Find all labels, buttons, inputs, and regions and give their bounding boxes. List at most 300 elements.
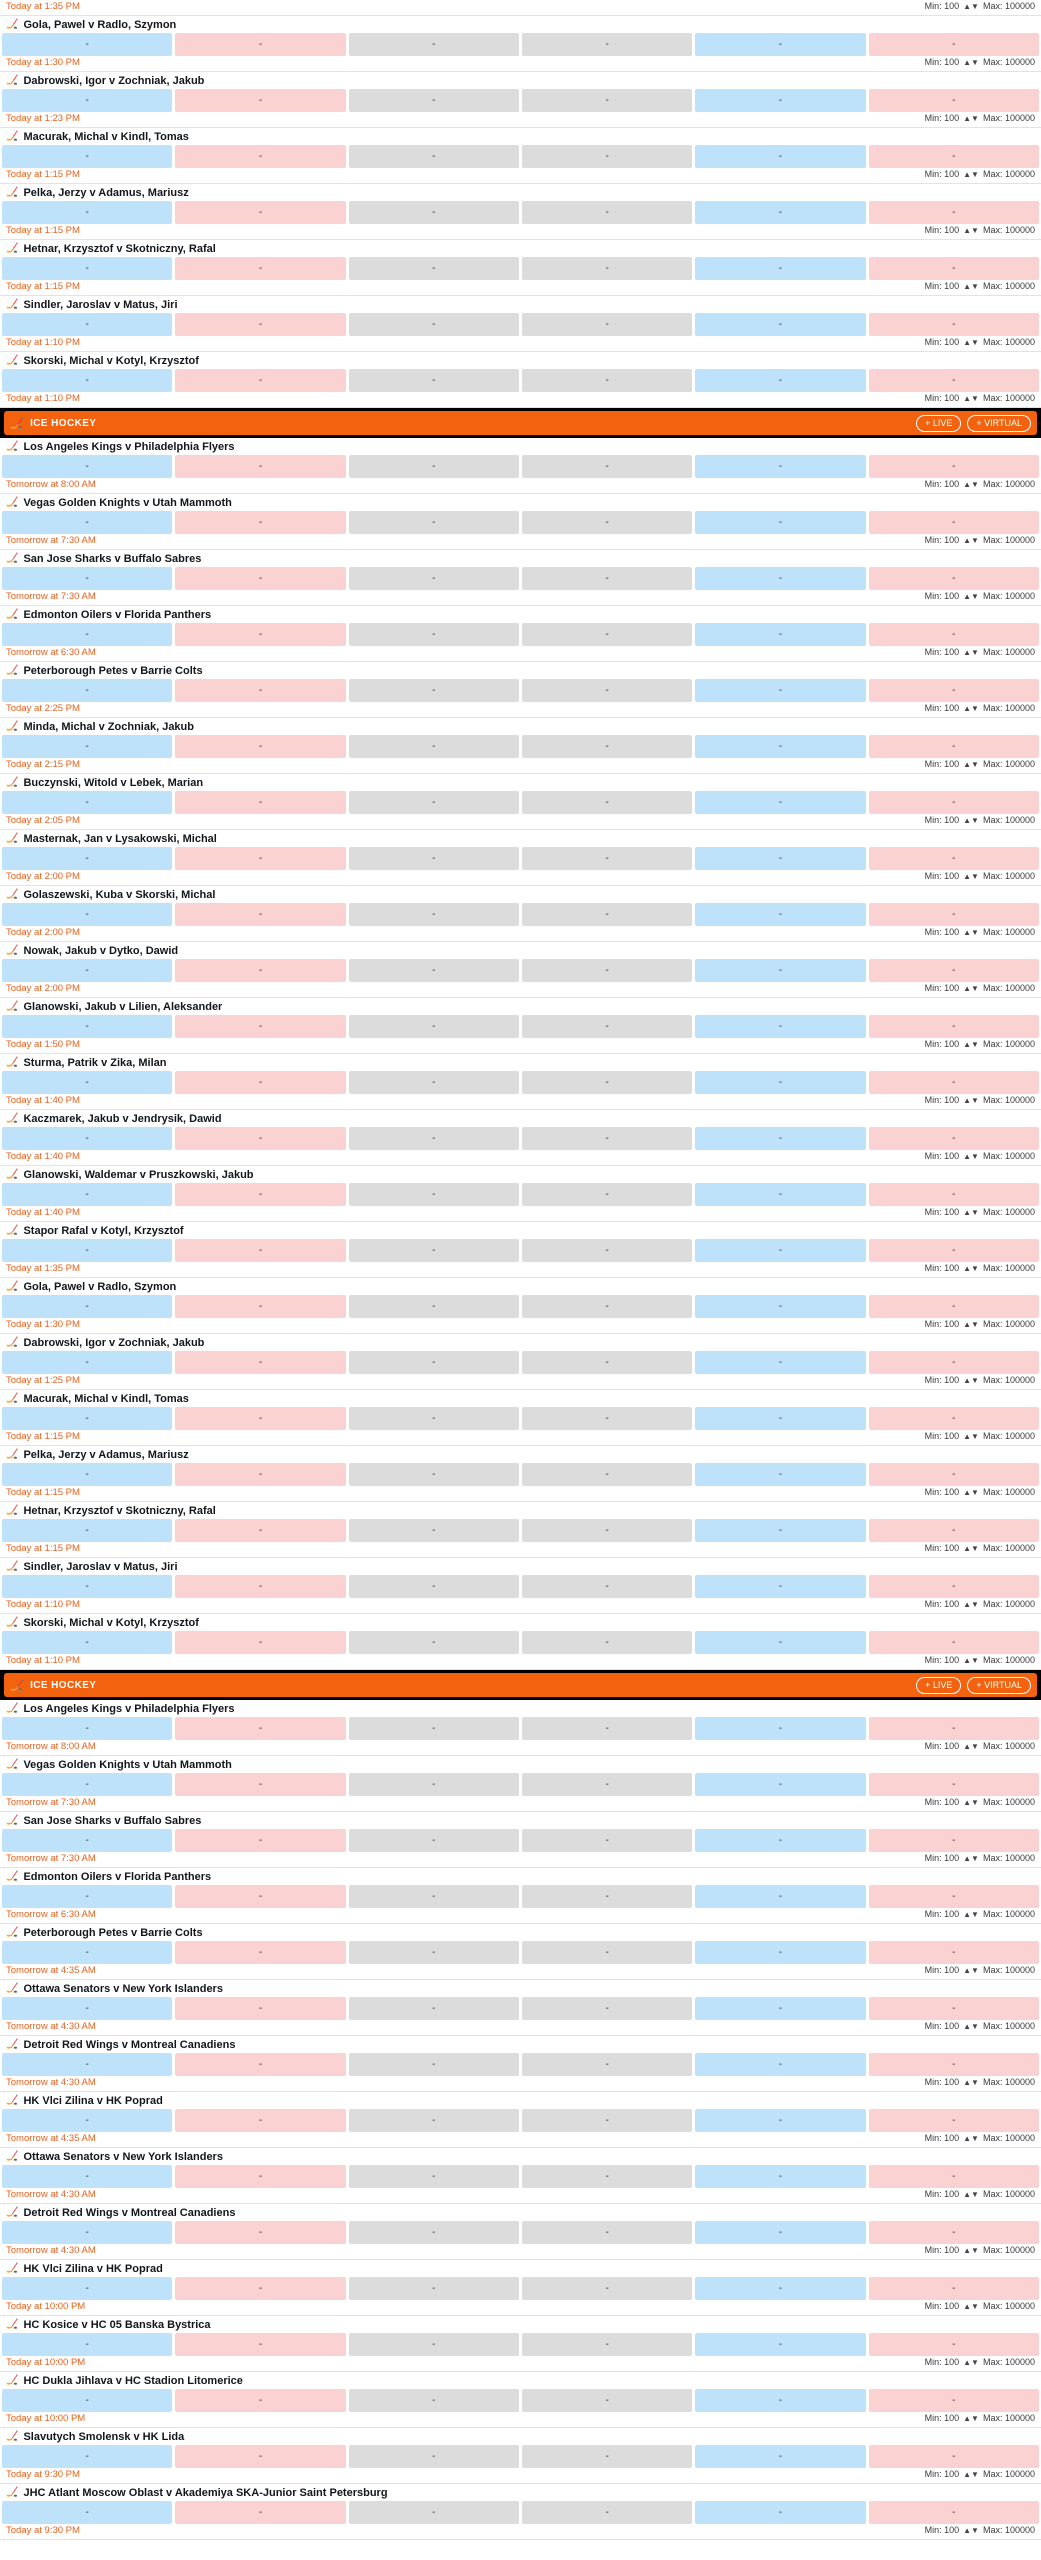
back-odds-2[interactable]: - bbox=[695, 369, 865, 392]
lay-odds-draw[interactable]: - bbox=[522, 1295, 692, 1318]
match-row[interactable] bbox=[0, 1390, 1041, 1446]
match-row[interactable] bbox=[0, 16, 1041, 72]
lay-odds-1[interactable]: - bbox=[175, 2389, 345, 2412]
back-odds-2[interactable]: - bbox=[695, 313, 865, 336]
lay-odds-1[interactable]: - bbox=[175, 2053, 345, 2076]
back-odds-draw[interactable]: - bbox=[349, 1015, 519, 1038]
lay-odds-1[interactable]: - bbox=[175, 679, 345, 702]
back-odds-draw[interactable]: - bbox=[349, 455, 519, 478]
lay-odds-draw[interactable]: - bbox=[522, 2445, 692, 2468]
match-row[interactable] bbox=[0, 352, 1041, 408]
back-odds-draw[interactable]: - bbox=[349, 1631, 519, 1654]
stepper-icon[interactable]: ▲▼ bbox=[963, 1543, 979, 1553]
back-odds-draw[interactable]: - bbox=[349, 1829, 519, 1852]
back-odds-2[interactable]: - bbox=[695, 1997, 865, 2020]
back-odds-1[interactable]: - bbox=[2, 959, 172, 982]
lay-odds-1[interactable]: - bbox=[175, 903, 345, 926]
match-row[interactable] bbox=[0, 1334, 1041, 1390]
back-odds-1[interactable]: - bbox=[2, 2501, 172, 2524]
match-row[interactable] bbox=[0, 1054, 1041, 1110]
back-odds-1[interactable]: - bbox=[2, 1941, 172, 1964]
lay-odds-draw[interactable]: - bbox=[522, 623, 692, 646]
lay-odds-2[interactable]: - bbox=[869, 1015, 1039, 1038]
back-odds-1[interactable]: - bbox=[2, 847, 172, 870]
stepper-icon[interactable]: ▲▼ bbox=[963, 1741, 979, 1751]
lay-odds-draw[interactable]: - bbox=[522, 1239, 692, 1262]
back-odds-draw[interactable]: - bbox=[349, 1127, 519, 1150]
match-row[interactable] bbox=[0, 1980, 1041, 2036]
back-odds-1[interactable]: - bbox=[2, 2333, 172, 2356]
lay-odds-2[interactable]: - bbox=[869, 1631, 1039, 1654]
lay-odds-1[interactable]: - bbox=[175, 2333, 345, 2356]
back-odds-draw[interactable]: - bbox=[349, 257, 519, 280]
match-row[interactable] bbox=[0, 2484, 1041, 2540]
back-odds-1[interactable]: - bbox=[2, 455, 172, 478]
stepper-icon[interactable]: ▲▼ bbox=[963, 2133, 979, 2143]
match-row[interactable] bbox=[0, 2316, 1041, 2372]
back-odds-draw[interactable]: - bbox=[349, 847, 519, 870]
back-odds-1[interactable]: - bbox=[2, 2277, 172, 2300]
lay-odds-2[interactable]: - bbox=[869, 257, 1039, 280]
lay-odds-draw[interactable]: - bbox=[522, 1575, 692, 1598]
back-odds-1[interactable]: - bbox=[2, 1829, 172, 1852]
lay-odds-2[interactable]: - bbox=[869, 679, 1039, 702]
lay-odds-2[interactable]: - bbox=[869, 2501, 1039, 2524]
match-row[interactable] bbox=[0, 1222, 1041, 1278]
back-odds-2[interactable]: - bbox=[695, 623, 865, 646]
back-odds-2[interactable]: - bbox=[695, 2445, 865, 2468]
lay-odds-2[interactable]: - bbox=[869, 1829, 1039, 1852]
back-odds-1[interactable]: - bbox=[2, 2109, 172, 2132]
back-odds-1[interactable]: - bbox=[2, 145, 172, 168]
lay-odds-1[interactable]: - bbox=[175, 1295, 345, 1318]
back-odds-1[interactable]: - bbox=[2, 1239, 172, 1262]
back-odds-draw[interactable]: - bbox=[349, 903, 519, 926]
match-row[interactable] bbox=[0, 1110, 1041, 1166]
back-odds-draw[interactable]: - bbox=[349, 145, 519, 168]
stepper-icon[interactable]: ▲▼ bbox=[963, 1319, 979, 1329]
back-odds-2[interactable]: - bbox=[695, 145, 865, 168]
lay-odds-1[interactable]: - bbox=[175, 511, 345, 534]
stepper-icon[interactable]: ▲▼ bbox=[963, 2245, 979, 2255]
stepper-icon[interactable]: ▲▼ bbox=[963, 1655, 979, 1665]
lay-odds-2[interactable]: - bbox=[869, 1463, 1039, 1486]
lay-odds-2[interactable]: - bbox=[869, 2333, 1039, 2356]
back-odds-1[interactable]: - bbox=[2, 1717, 172, 1740]
lay-odds-1[interactable]: - bbox=[175, 1183, 345, 1206]
lay-odds-2[interactable]: - bbox=[869, 89, 1039, 112]
lay-odds-2[interactable]: - bbox=[869, 313, 1039, 336]
back-odds-1[interactable]: - bbox=[2, 1463, 172, 1486]
lay-odds-2[interactable]: - bbox=[869, 1239, 1039, 1262]
match-row[interactable] bbox=[0, 1446, 1041, 1502]
stepper-icon[interactable]: ▲▼ bbox=[963, 2301, 979, 2311]
back-odds-2[interactable]: - bbox=[695, 959, 865, 982]
back-odds-draw[interactable]: - bbox=[349, 1351, 519, 1374]
match-row-partial[interactable] bbox=[0, 0, 1041, 16]
back-odds-1[interactable]: - bbox=[2, 33, 172, 56]
back-odds-1[interactable]: - bbox=[2, 735, 172, 758]
stepper-icon[interactable]: ▲▼ bbox=[963, 1, 979, 11]
lay-odds-2[interactable]: - bbox=[869, 511, 1039, 534]
back-odds-1[interactable]: - bbox=[2, 679, 172, 702]
back-odds-1[interactable]: - bbox=[2, 2165, 172, 2188]
back-odds-draw[interactable]: - bbox=[349, 33, 519, 56]
lay-odds-2[interactable]: - bbox=[869, 847, 1039, 870]
back-odds-2[interactable]: - bbox=[695, 511, 865, 534]
lay-odds-draw[interactable]: - bbox=[522, 145, 692, 168]
lay-odds-2[interactable]: - bbox=[869, 2277, 1039, 2300]
stepper-icon[interactable]: ▲▼ bbox=[963, 2189, 979, 2199]
lay-odds-draw[interactable]: - bbox=[522, 2109, 692, 2132]
lay-odds-2[interactable]: - bbox=[869, 1773, 1039, 1796]
lay-odds-2[interactable]: - bbox=[869, 1519, 1039, 1542]
match-row[interactable] bbox=[0, 494, 1041, 550]
lay-odds-draw[interactable]: - bbox=[522, 2053, 692, 2076]
lay-odds-2[interactable]: - bbox=[869, 1575, 1039, 1598]
lay-odds-1[interactable]: - bbox=[175, 2277, 345, 2300]
match-row[interactable] bbox=[0, 662, 1041, 718]
back-odds-2[interactable]: - bbox=[695, 1239, 865, 1262]
stepper-icon[interactable]: ▲▼ bbox=[963, 169, 979, 179]
stepper-icon[interactable]: ▲▼ bbox=[963, 1909, 979, 1919]
lay-odds-draw[interactable]: - bbox=[522, 2333, 692, 2356]
lay-odds-1[interactable]: - bbox=[175, 623, 345, 646]
back-odds-2[interactable]: - bbox=[695, 201, 865, 224]
back-odds-2[interactable]: - bbox=[695, 1941, 865, 1964]
back-odds-1[interactable]: - bbox=[2, 1773, 172, 1796]
match-row[interactable] bbox=[0, 830, 1041, 886]
back-odds-draw[interactable]: - bbox=[349, 1773, 519, 1796]
lay-odds-2[interactable]: - bbox=[869, 2165, 1039, 2188]
lay-odds-1[interactable]: - bbox=[175, 145, 345, 168]
back-odds-1[interactable]: - bbox=[2, 1015, 172, 1038]
match-row[interactable] bbox=[0, 1166, 1041, 1222]
stepper-icon[interactable]: ▲▼ bbox=[963, 1797, 979, 1807]
back-odds-2[interactable]: - bbox=[695, 1717, 865, 1740]
lay-odds-draw[interactable]: - bbox=[522, 1519, 692, 1542]
stepper-icon[interactable]: ▲▼ bbox=[963, 1151, 979, 1161]
lay-odds-2[interactable]: - bbox=[869, 2445, 1039, 2468]
back-odds-1[interactable]: - bbox=[2, 1071, 172, 1094]
back-odds-draw[interactable]: - bbox=[349, 369, 519, 392]
match-row[interactable] bbox=[0, 1558, 1041, 1614]
back-odds-2[interactable]: - bbox=[695, 33, 865, 56]
add-live-button[interactable]: + LIVE bbox=[916, 1677, 961, 1694]
lay-odds-draw[interactable]: - bbox=[522, 1127, 692, 1150]
lay-odds-1[interactable]: - bbox=[175, 1997, 345, 2020]
back-odds-1[interactable]: - bbox=[2, 1407, 172, 1430]
match-row[interactable] bbox=[0, 2036, 1041, 2092]
back-odds-2[interactable]: - bbox=[695, 1295, 865, 1318]
back-odds-draw[interactable]: - bbox=[349, 2221, 519, 2244]
back-odds-draw[interactable]: - bbox=[349, 959, 519, 982]
lay-odds-2[interactable]: - bbox=[869, 791, 1039, 814]
match-row[interactable] bbox=[0, 886, 1041, 942]
lay-odds-draw[interactable]: - bbox=[522, 1941, 692, 1964]
back-odds-2[interactable]: - bbox=[695, 791, 865, 814]
lay-odds-draw[interactable]: - bbox=[522, 1997, 692, 2020]
back-odds-1[interactable]: - bbox=[2, 2221, 172, 2244]
match-row[interactable] bbox=[0, 1614, 1041, 1670]
lay-odds-2[interactable]: - bbox=[869, 903, 1039, 926]
lay-odds-2[interactable]: - bbox=[869, 1183, 1039, 1206]
stepper-icon[interactable]: ▲▼ bbox=[963, 535, 979, 545]
lay-odds-2[interactable]: - bbox=[869, 369, 1039, 392]
lay-odds-draw[interactable]: - bbox=[522, 2277, 692, 2300]
back-odds-1[interactable]: - bbox=[2, 1351, 172, 1374]
lay-odds-draw[interactable]: - bbox=[522, 2221, 692, 2244]
back-odds-draw[interactable]: - bbox=[349, 1575, 519, 1598]
lay-odds-draw[interactable]: - bbox=[522, 1717, 692, 1740]
back-odds-draw[interactable]: - bbox=[349, 89, 519, 112]
back-odds-2[interactable]: - bbox=[695, 1407, 865, 1430]
stepper-icon[interactable]: ▲▼ bbox=[963, 647, 979, 657]
lay-odds-draw[interactable]: - bbox=[522, 1631, 692, 1654]
lay-odds-draw[interactable]: - bbox=[522, 1015, 692, 1038]
back-odds-draw[interactable]: - bbox=[349, 791, 519, 814]
lay-odds-2[interactable]: - bbox=[869, 33, 1039, 56]
lay-odds-2[interactable]: - bbox=[869, 623, 1039, 646]
back-odds-1[interactable]: - bbox=[2, 1631, 172, 1654]
back-odds-draw[interactable]: - bbox=[349, 1071, 519, 1094]
lay-odds-draw[interactable]: - bbox=[522, 33, 692, 56]
back-odds-2[interactable]: - bbox=[695, 1773, 865, 1796]
back-odds-1[interactable]: - bbox=[2, 313, 172, 336]
back-odds-2[interactable]: - bbox=[695, 1071, 865, 1094]
stepper-icon[interactable]: ▲▼ bbox=[963, 1487, 979, 1497]
back-odds-draw[interactable]: - bbox=[349, 1717, 519, 1740]
lay-odds-1[interactable]: - bbox=[175, 455, 345, 478]
lay-odds-2[interactable]: - bbox=[869, 1885, 1039, 1908]
stepper-icon[interactable]: ▲▼ bbox=[963, 1039, 979, 1049]
lay-odds-2[interactable]: - bbox=[869, 2389, 1039, 2412]
back-odds-1[interactable]: - bbox=[2, 1519, 172, 1542]
stepper-icon[interactable]: ▲▼ bbox=[963, 2525, 979, 2535]
lay-odds-draw[interactable]: - bbox=[522, 1885, 692, 1908]
lay-odds-1[interactable]: - bbox=[175, 2165, 345, 2188]
back-odds-draw[interactable]: - bbox=[349, 1997, 519, 2020]
add-virtual-button[interactable]: + VIRTUAL bbox=[967, 415, 1031, 432]
lay-odds-1[interactable]: - bbox=[175, 1015, 345, 1038]
lay-odds-draw[interactable]: - bbox=[522, 1071, 692, 1094]
lay-odds-1[interactable]: - bbox=[175, 567, 345, 590]
back-odds-draw[interactable]: - bbox=[349, 1519, 519, 1542]
lay-odds-1[interactable]: - bbox=[175, 1407, 345, 1430]
back-odds-draw[interactable]: - bbox=[349, 679, 519, 702]
back-odds-draw[interactable]: - bbox=[349, 2333, 519, 2356]
back-odds-2[interactable]: - bbox=[695, 1351, 865, 1374]
match-row[interactable] bbox=[0, 438, 1041, 494]
lay-odds-draw[interactable]: - bbox=[522, 679, 692, 702]
stepper-icon[interactable]: ▲▼ bbox=[963, 393, 979, 403]
match-row[interactable] bbox=[0, 2428, 1041, 2484]
lay-odds-1[interactable]: - bbox=[175, 1717, 345, 1740]
back-odds-draw[interactable]: - bbox=[349, 1885, 519, 1908]
stepper-icon[interactable]: ▲▼ bbox=[963, 113, 979, 123]
back-odds-2[interactable]: - bbox=[695, 2501, 865, 2524]
back-odds-2[interactable]: - bbox=[695, 1885, 865, 1908]
stepper-icon[interactable]: ▲▼ bbox=[963, 1599, 979, 1609]
stepper-icon[interactable]: ▲▼ bbox=[963, 2357, 979, 2367]
lay-odds-draw[interactable]: - bbox=[522, 1463, 692, 1486]
match-row[interactable] bbox=[0, 2092, 1041, 2148]
stepper-icon[interactable]: ▲▼ bbox=[963, 1431, 979, 1441]
match-row[interactable] bbox=[0, 1756, 1041, 1812]
back-odds-draw[interactable]: - bbox=[349, 1941, 519, 1964]
lay-odds-2[interactable]: - bbox=[869, 1717, 1039, 1740]
stepper-icon[interactable]: ▲▼ bbox=[963, 1853, 979, 1863]
stepper-icon[interactable]: ▲▼ bbox=[963, 1375, 979, 1385]
lay-odds-draw[interactable]: - bbox=[522, 959, 692, 982]
back-odds-1[interactable]: - bbox=[2, 2389, 172, 2412]
match-row[interactable] bbox=[0, 72, 1041, 128]
lay-odds-draw[interactable]: - bbox=[522, 201, 692, 224]
back-odds-2[interactable]: - bbox=[695, 2165, 865, 2188]
match-row[interactable] bbox=[0, 1924, 1041, 1980]
stepper-icon[interactable]: ▲▼ bbox=[963, 1095, 979, 1105]
back-odds-1[interactable]: - bbox=[2, 369, 172, 392]
lay-odds-1[interactable]: - bbox=[175, 2221, 345, 2244]
section-header-bar[interactable] bbox=[4, 1673, 1037, 1697]
lay-odds-draw[interactable]: - bbox=[522, 567, 692, 590]
lay-odds-draw[interactable]: - bbox=[522, 1183, 692, 1206]
stepper-icon[interactable]: ▲▼ bbox=[963, 871, 979, 881]
back-odds-draw[interactable]: - bbox=[349, 1183, 519, 1206]
back-odds-draw[interactable]: - bbox=[349, 623, 519, 646]
back-odds-1[interactable]: - bbox=[2, 1183, 172, 1206]
lay-odds-2[interactable]: - bbox=[869, 2109, 1039, 2132]
stepper-icon[interactable]: ▲▼ bbox=[963, 815, 979, 825]
match-row[interactable] bbox=[0, 718, 1041, 774]
stepper-icon[interactable]: ▲▼ bbox=[963, 2413, 979, 2423]
back-odds-1[interactable]: - bbox=[2, 2445, 172, 2468]
stepper-icon[interactable]: ▲▼ bbox=[963, 759, 979, 769]
back-odds-1[interactable]: - bbox=[2, 1127, 172, 1150]
lay-odds-1[interactable]: - bbox=[175, 33, 345, 56]
lay-odds-2[interactable]: - bbox=[869, 201, 1039, 224]
match-row[interactable] bbox=[0, 942, 1041, 998]
lay-odds-draw[interactable]: - bbox=[522, 847, 692, 870]
lay-odds-1[interactable]: - bbox=[175, 1773, 345, 1796]
lay-odds-1[interactable]: - bbox=[175, 1941, 345, 1964]
back-odds-2[interactable]: - bbox=[695, 2053, 865, 2076]
match-row[interactable] bbox=[0, 1278, 1041, 1334]
add-live-button[interactable]: + LIVE bbox=[916, 415, 961, 432]
match-row[interactable] bbox=[0, 296, 1041, 352]
match-row[interactable] bbox=[0, 2148, 1041, 2204]
back-odds-2[interactable]: - bbox=[695, 679, 865, 702]
back-odds-1[interactable]: - bbox=[2, 1997, 172, 2020]
back-odds-draw[interactable]: - bbox=[349, 1239, 519, 1262]
stepper-icon[interactable]: ▲▼ bbox=[963, 591, 979, 601]
lay-odds-1[interactable]: - bbox=[175, 1885, 345, 1908]
match-row[interactable] bbox=[0, 240, 1041, 296]
lay-odds-1[interactable]: - bbox=[175, 1351, 345, 1374]
lay-odds-1[interactable]: - bbox=[175, 1127, 345, 1150]
lay-odds-draw[interactable]: - bbox=[522, 455, 692, 478]
lay-odds-1[interactable]: - bbox=[175, 1239, 345, 1262]
lay-odds-draw[interactable]: - bbox=[522, 369, 692, 392]
back-odds-draw[interactable]: - bbox=[349, 1407, 519, 1430]
lay-odds-draw[interactable]: - bbox=[522, 1773, 692, 1796]
lay-odds-1[interactable]: - bbox=[175, 2445, 345, 2468]
match-row[interactable] bbox=[0, 1700, 1041, 1756]
back-odds-2[interactable]: - bbox=[695, 1463, 865, 1486]
back-odds-1[interactable]: - bbox=[2, 567, 172, 590]
back-odds-2[interactable]: - bbox=[695, 735, 865, 758]
match-row[interactable] bbox=[0, 2372, 1041, 2428]
back-odds-2[interactable]: - bbox=[695, 2277, 865, 2300]
back-odds-2[interactable]: - bbox=[695, 1631, 865, 1654]
lay-odds-1[interactable]: - bbox=[175, 959, 345, 982]
match-row[interactable] bbox=[0, 774, 1041, 830]
back-odds-2[interactable]: - bbox=[695, 257, 865, 280]
back-odds-1[interactable]: - bbox=[2, 89, 172, 112]
lay-odds-draw[interactable]: - bbox=[522, 257, 692, 280]
match-row[interactable] bbox=[0, 998, 1041, 1054]
back-odds-1[interactable]: - bbox=[2, 201, 172, 224]
back-odds-draw[interactable]: - bbox=[349, 2445, 519, 2468]
lay-odds-1[interactable]: - bbox=[175, 2109, 345, 2132]
stepper-icon[interactable]: ▲▼ bbox=[963, 1965, 979, 1975]
lay-odds-1[interactable]: - bbox=[175, 1463, 345, 1486]
back-odds-1[interactable]: - bbox=[2, 1575, 172, 1598]
stepper-icon[interactable]: ▲▼ bbox=[963, 2469, 979, 2479]
lay-odds-2[interactable]: - bbox=[869, 1351, 1039, 1374]
back-odds-2[interactable]: - bbox=[695, 1519, 865, 1542]
stepper-icon[interactable]: ▲▼ bbox=[963, 337, 979, 347]
back-odds-draw[interactable]: - bbox=[349, 2501, 519, 2524]
lay-odds-draw[interactable]: - bbox=[522, 735, 692, 758]
lay-odds-draw[interactable]: - bbox=[522, 2165, 692, 2188]
lay-odds-draw[interactable]: - bbox=[522, 89, 692, 112]
lay-odds-draw[interactable]: - bbox=[522, 1407, 692, 1430]
lay-odds-2[interactable]: - bbox=[869, 1295, 1039, 1318]
back-odds-draw[interactable]: - bbox=[349, 2389, 519, 2412]
match-row[interactable] bbox=[0, 184, 1041, 240]
lay-odds-draw[interactable]: - bbox=[522, 1829, 692, 1852]
match-row[interactable] bbox=[0, 1812, 1041, 1868]
back-odds-2[interactable]: - bbox=[695, 2221, 865, 2244]
lay-odds-draw[interactable]: - bbox=[522, 903, 692, 926]
lay-odds-1[interactable]: - bbox=[175, 313, 345, 336]
back-odds-2[interactable]: - bbox=[695, 1183, 865, 1206]
lay-odds-1[interactable]: - bbox=[175, 735, 345, 758]
stepper-icon[interactable]: ▲▼ bbox=[963, 1263, 979, 1273]
match-row[interactable] bbox=[0, 2260, 1041, 2316]
lay-odds-1[interactable]: - bbox=[175, 1071, 345, 1094]
lay-odds-draw[interactable]: - bbox=[522, 2389, 692, 2412]
lay-odds-2[interactable]: - bbox=[869, 959, 1039, 982]
lay-odds-2[interactable]: - bbox=[869, 145, 1039, 168]
back-odds-draw[interactable]: - bbox=[349, 567, 519, 590]
lay-odds-2[interactable]: - bbox=[869, 1127, 1039, 1150]
stepper-icon[interactable]: ▲▼ bbox=[963, 2021, 979, 2031]
add-virtual-button[interactable]: + VIRTUAL bbox=[967, 1677, 1031, 1694]
back-odds-2[interactable]: - bbox=[695, 1127, 865, 1150]
lay-odds-1[interactable]: - bbox=[175, 1575, 345, 1598]
back-odds-1[interactable]: - bbox=[2, 903, 172, 926]
lay-odds-draw[interactable]: - bbox=[522, 2501, 692, 2524]
lay-odds-2[interactable]: - bbox=[869, 567, 1039, 590]
back-odds-draw[interactable]: - bbox=[349, 2165, 519, 2188]
back-odds-draw[interactable]: - bbox=[349, 313, 519, 336]
stepper-icon[interactable]: ▲▼ bbox=[963, 2077, 979, 2087]
stepper-icon[interactable]: ▲▼ bbox=[963, 1207, 979, 1217]
back-odds-1[interactable]: - bbox=[2, 511, 172, 534]
match-row[interactable] bbox=[0, 550, 1041, 606]
